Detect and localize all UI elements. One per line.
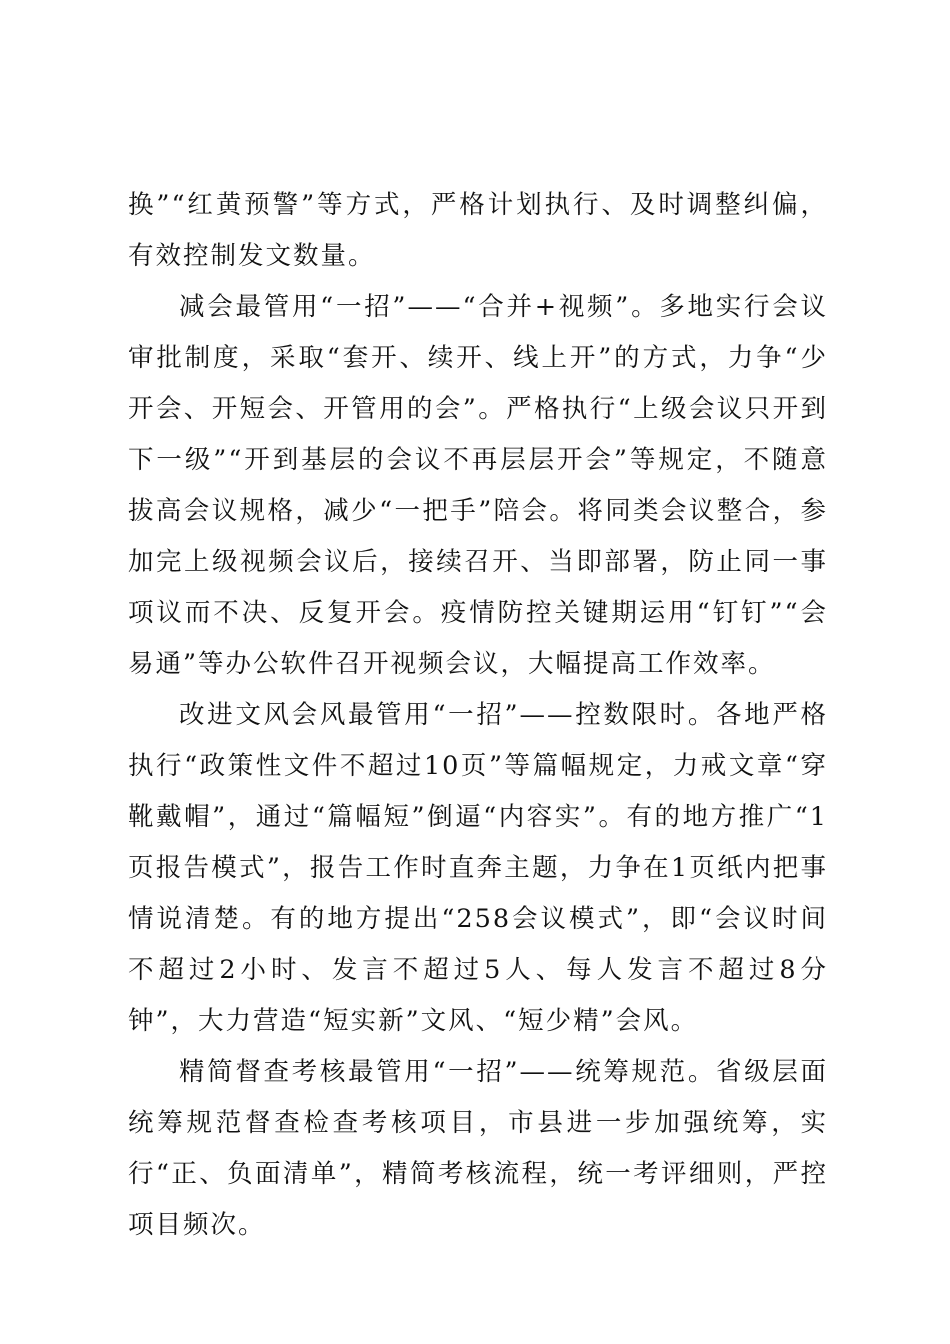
paragraph-writing-style: 改进文风会风最管用“一招”——控数限时。各地严格执行“政策性文件不超过10页”等篇幅规定，力戒文章“穿靴戴帽”，通过“篇幅短”倒逼“内容实”。有的地方推广“1页报告模式”，报告工作时直奔主题，力争在1页纸内把事情说清楚。有的地方提出“258会议模式”，即“会议时间不超过2小时、发言不超过5人、每人发言不超过8分钟”，大力营造“短实新”文风、“短少精”会风。 [128, 700, 828, 1036]
document-body [128, 180, 828, 1251]
paragraph-inspection: 精简督查考核最管用“一招”——统筹规范。省级层面统筹规范督查检查考核项目，市县进一步加强统筹，实行“正、负面清单”，精简考核流程，统一考评细则，严控项目频次。 [128, 1057, 828, 1240]
paragraph-continuation: 换”“红黄预警”等方式，严格计划执行、及时调整纠偏，有效控制发文数量。 [128, 190, 828, 271]
paragraph-meetings: 减会最管用“一招”——“合并+视频”。多地实行会议审批制度，采取“套开、续开、线上开”的方式，力争“少开会、开短会、开管用的会”。严格执行“上级会议只开到下一级”“开到基层的会议不再层层开会”等规定，不随意拔高会议规格，减少“一把手”陪会。将同类会议整合，参加完上级视频会议后，接续召开、当即部署，防止同一事项议而不决、反复开会。疫情防控关键期运用“钉钉”“会易通”等办公软件召开视频会议，大幅提高工作效率。 [128, 292, 828, 679]
